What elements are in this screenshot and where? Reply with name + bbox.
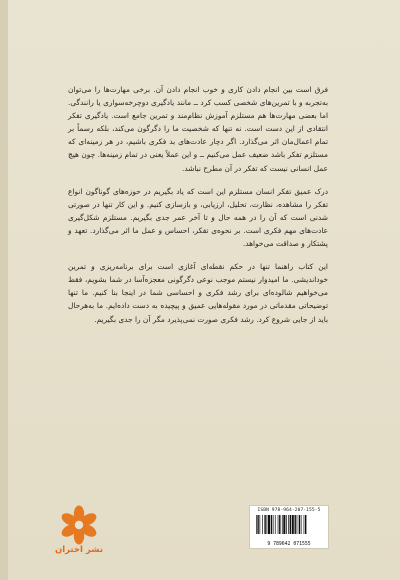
barcode-bars (255, 515, 323, 540)
flower-logo-icon (47, 505, 111, 545)
blurb-paragraph-1: فرق است بین انجام دادن کاری و خوب انجام دادن آن. برخی مهارت‌ها را می‌توان به‌تجربه و با تمرین‌های شخصی کسب کرد ــ مانند یادگیری دوچرخه‌سواری یا رانندگی. اما بعضی مهارت‌ها هم مستلزم آموزش نظام‌مند و تمرین جامع است. یادگیری تفکر انتقادی از این دست است. نه تنها که شخصیت ما را دگرگون می‌کند، بلکه رسماً بر تمام اعمال‌مان اثر می‌گذارد. اگر دچار عادت‌های بد فکری باشیم، در هر زمینه‌ای که مستلزم تفکر باشد ضعیف عمل می‌کنیم ــ و این عملاً یعنی در تمام زمینه‌ها. چون هیچ عمل انسانی نیست که تفکر در آن مطرح نباشد. (68, 85, 328, 173)
blurb-paragraph-2: درک عمیق تفکر انسان مستلزم این است که یاد بگیریم در حوزه‌های گوناگون انواع تفکر را مشاهده، نظارت، تحلیل، ارزیابی، و بازسازی کنیم. و این کار تنها در صورتی شدنی است که آن را در همه حال و تا آخر عمر جدی بگیریم. مستلزم شکل‌گیری عادت‌های مهم فکری است. بر نحوه‌ی تفکر، احساس و عمل ما اثر می‌گذارد. تعهد و پشتکار و صداقت می‌خواهد. (68, 186, 328, 249)
blurb-text (68, 83, 328, 336)
barcode-number: 9 789642 071555 (267, 542, 311, 547)
barcode (249, 505, 329, 549)
isbn-text: ISBN 978-964-207-155-5 (257, 508, 321, 513)
publisher-name: نشر اختران (54, 545, 104, 555)
blurb-paragraph-3: این کتاب راهنما تنها در حکم نقطه‌ای آغازی است برای برنامه‌ریزی و تمرین خوداندیشی. ما امیدوار نیستم موجب نوعی دگرگونی معجزه‌آسا در شما بشویم، فقط می‌خواهیم شالوده‌ای برای رشد فکری و احساسی شما در اینجا بنا کنیم. ما تنها توضیحاتی مقدماتی در مورد مقوله‌هایی عمیق و پیچیده به دست داده‌ایم. ما به‌هرحال باید از جایی شروع کرد. رشد فکری صورت نمی‌پذیرد مگر آن را جدی بگیریم. (68, 262, 328, 324)
spine-edge (0, 0, 8, 580)
publisher-logo (47, 505, 111, 565)
